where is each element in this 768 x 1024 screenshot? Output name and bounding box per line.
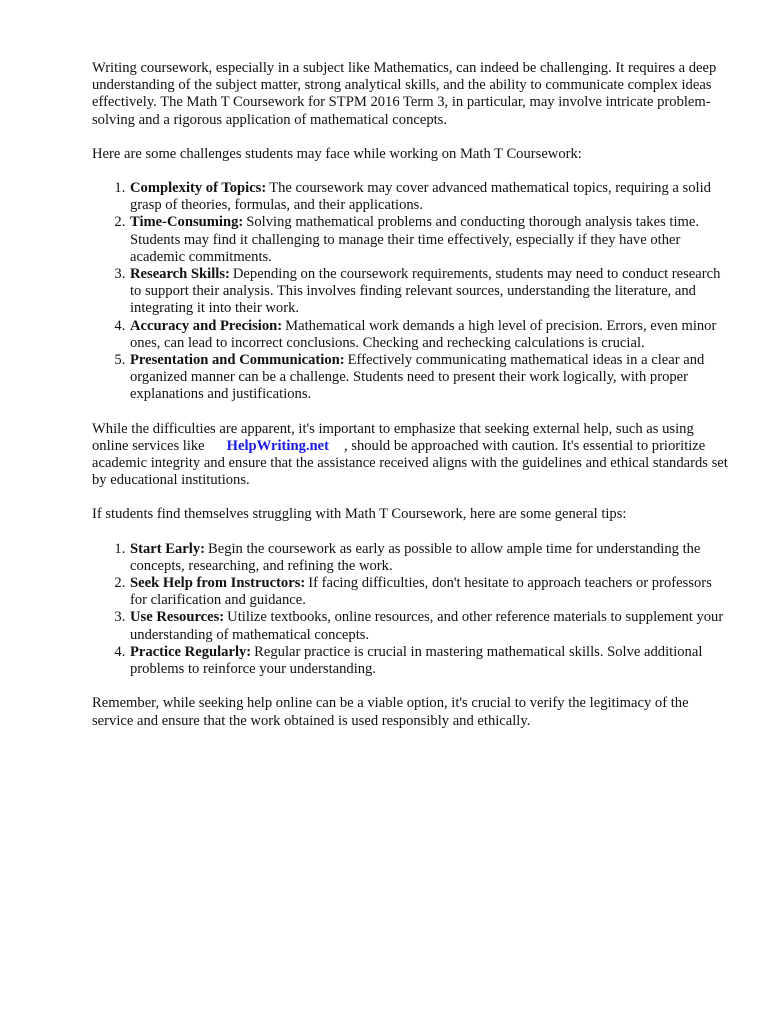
closing-paragraph: Remember, while seeking help online can be a viable option, it's crucial to verify the legitimacy of the service and ensure that the work obtained is used responsibly and ethically. bbox=[92, 695, 689, 729]
item-title: Complexity of Topics: bbox=[130, 180, 267, 197]
item-text: Begin the coursework as early as possible to allow ample time for understanding the concepts, researching, and refining the work. bbox=[130, 540, 701, 574]
list-item bbox=[129, 352, 732, 404]
item-title: Seek Help from Instructors: bbox=[130, 575, 306, 592]
list-item bbox=[129, 541, 732, 575]
item-title: Accuracy and Precision: bbox=[130, 317, 283, 334]
challenges-list bbox=[92, 180, 732, 404]
help-text-before: While the difficulties are apparent, it's important to emphasize that seeking external help, such as using online services like bbox=[92, 420, 694, 454]
list-item bbox=[129, 214, 732, 266]
item-text: Effectively communicating mathematical ideas in a clear and organized manner can be a challenge. Students need to present their work logically, with proper explanations and justifications. bbox=[130, 352, 705, 403]
help-paragraph bbox=[92, 421, 732, 490]
help-text-after: , should be approached with caution. It's essential to prioritize academic integrity and ensure that the assistance received aligns with the guidelines and ethical standards set by educational institutions. bbox=[92, 437, 728, 489]
document-page bbox=[92, 60, 732, 747]
list-item bbox=[129, 180, 732, 214]
tips-intro: If students find themselves struggling with Math T Coursework, here are some general tips: bbox=[92, 506, 627, 523]
list-item bbox=[129, 609, 732, 643]
item-text: Mathematical work demands a high level of precision. Errors, even minor ones, can lead to incorrect conclusions. Checking and rechecking calculations is crucial. bbox=[130, 317, 717, 351]
challenges-intro: Here are some challenges students may face while working on Math T Coursework: bbox=[92, 145, 582, 162]
item-text: Regular practice is crucial in mastering mathematical skills. Solve additional problems to reinforce your understanding. bbox=[130, 643, 703, 678]
item-text: Depending on the coursework requirements, students may need to conduct research to support their analysis. This involves finding relevant sources, understanding the literature, and integrating it into their work. bbox=[130, 266, 721, 317]
helpwriting-link[interactable]: HelpWriting.net bbox=[226, 437, 329, 454]
item-title: Time-Consuming: bbox=[130, 214, 244, 231]
list-item bbox=[129, 266, 732, 318]
item-title: Practice Regularly: bbox=[130, 643, 252, 660]
item-text: Solving mathematical problems and conducting thorough analysis takes time. Students may find it challenging to manage their time effectively, especially if they have other academic commitments. bbox=[130, 214, 699, 265]
item-text: Utilize textbooks, online resources, and other reference materials to supplement your understanding of mathematical concepts. bbox=[130, 609, 724, 643]
item-text: The coursework may cover advanced mathematical topics, requiring a solid grasp of theories, formulas, and their applications. bbox=[130, 180, 711, 214]
item-title: Start Early: bbox=[130, 540, 205, 557]
list-item bbox=[129, 318, 732, 352]
item-title: Use Resources: bbox=[130, 609, 225, 626]
list-item bbox=[129, 575, 732, 609]
tips-list bbox=[92, 541, 732, 679]
item-title: Presentation and Communication: bbox=[130, 352, 345, 369]
item-text: If facing difficulties, don't hesitate to approach teachers or professors for clarification and guidance. bbox=[130, 575, 712, 609]
list-item bbox=[129, 644, 732, 678]
item-title: Research Skills: bbox=[130, 266, 230, 283]
intro-paragraph: Writing coursework, especially in a subject like Mathematics, can indeed be challenging. It requires a deep understanding of the subject matter, strong analytical skills, and the ability to communicate complex ideas effectively. The Math T Coursework for STPM 2016 Term 3, in particular, may involve intricate problem-solving and a rigorous application of mathematical concepts. bbox=[92, 60, 717, 128]
